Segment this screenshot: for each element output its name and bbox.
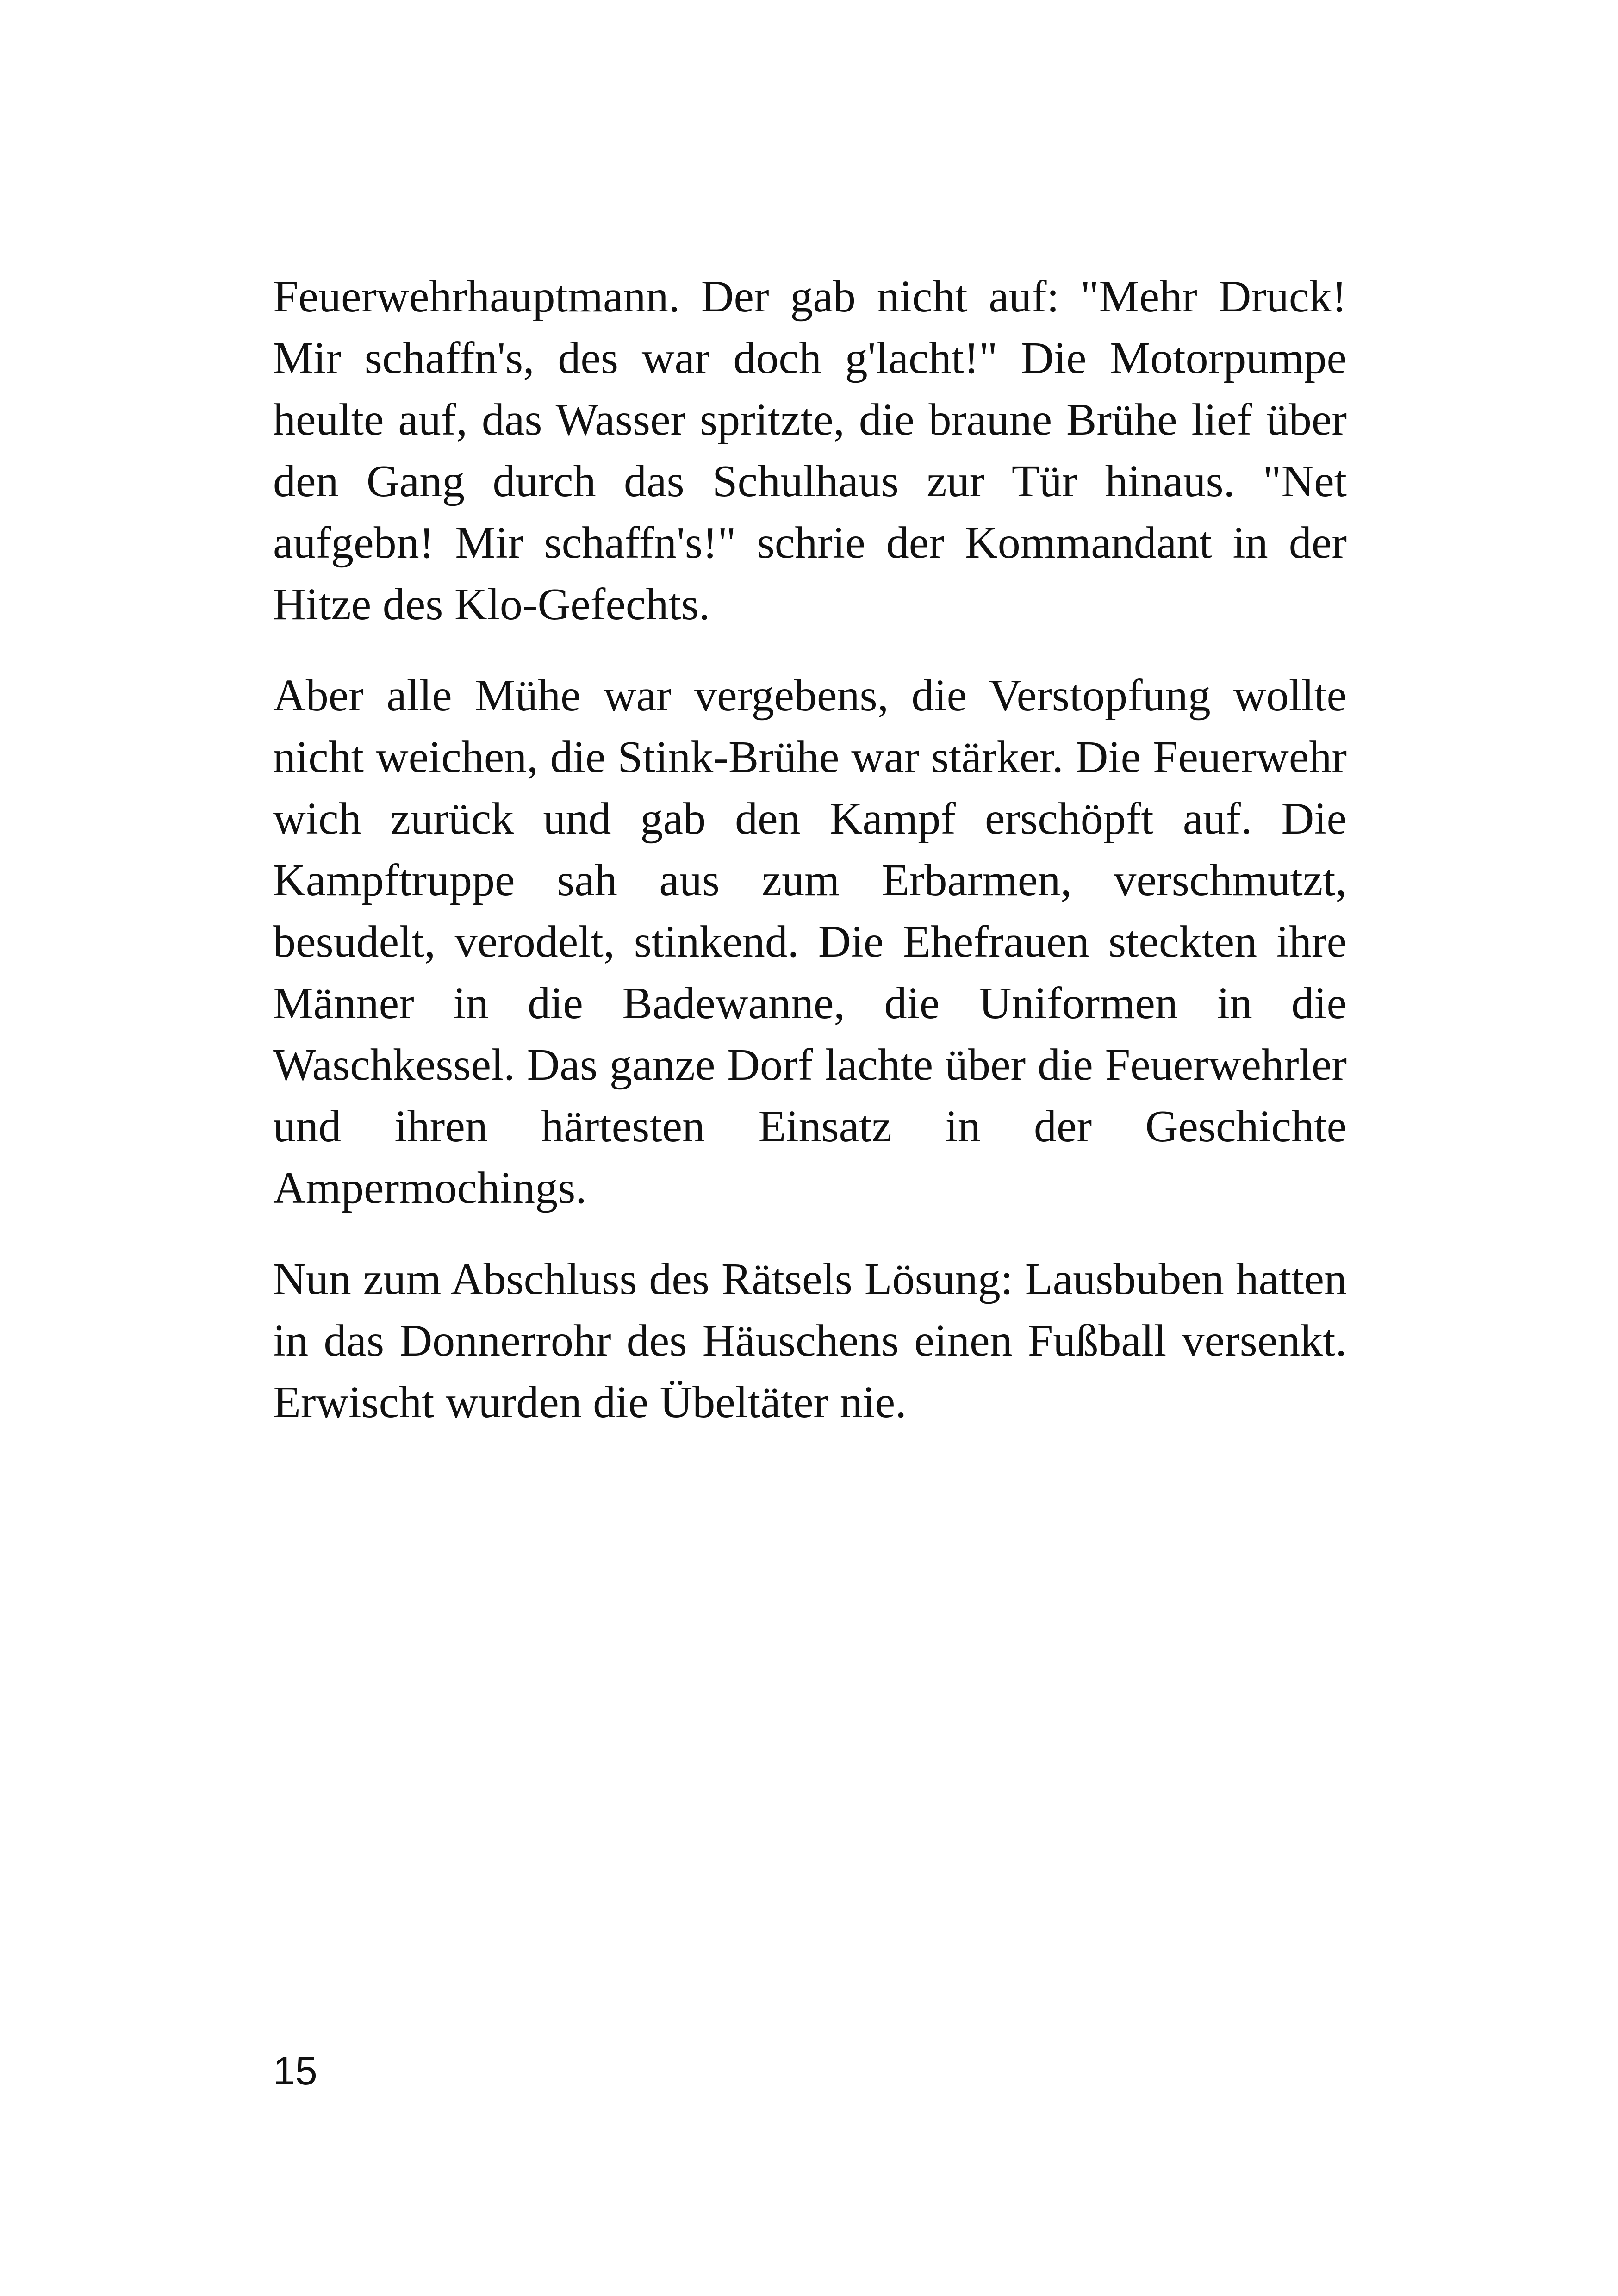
paragraph-3: Nun zum Abschluss des Rätsels Lösung: Lausbuben hatten in das Donnerrohr des Häuschens einen Fußball versenkt. Erwischt wurden die Übeltäter nie. <box>273 1254 1347 1427</box>
paragraph-2: Aber alle Mühe war vergebens, die Verstopfung wollte nicht weichen, die Stink-Brühe war stärker. Die Feuerwehr wich zurück und gab den Kampf erschöpft auf. Die Kampftruppe sah aus zum Erbarmen, verschmutzt, besudelt, verodelt, stinkend. Die Ehefrauen steckten ihre Männer in die Badewanne, die Uniformen in die Waschkessel. Das ganze Dorf lachte über die Feuerwehrler und ihren härtesten Einsatz in der Geschichte Ampermochings. <box>273 671 1347 1213</box>
page-number: 15 <box>273 2049 317 2093</box>
body-text <box>273 266 1347 1463</box>
paragraph-1: Feuerwehrhauptmann. Der gab nicht auf: "Mehr Druck! Mir schaffn's, des war doch g'lacht!" Die Motorpumpe heulte auf, das Wasser spritzte, die braune Brühe lief über den Gang durch das Schulhaus zur Tür hinaus. "Net aufgebn! Mir schaffn's!" schrie der Kommandant in der Hitze des Klo-Gefechts. <box>273 272 1347 629</box>
